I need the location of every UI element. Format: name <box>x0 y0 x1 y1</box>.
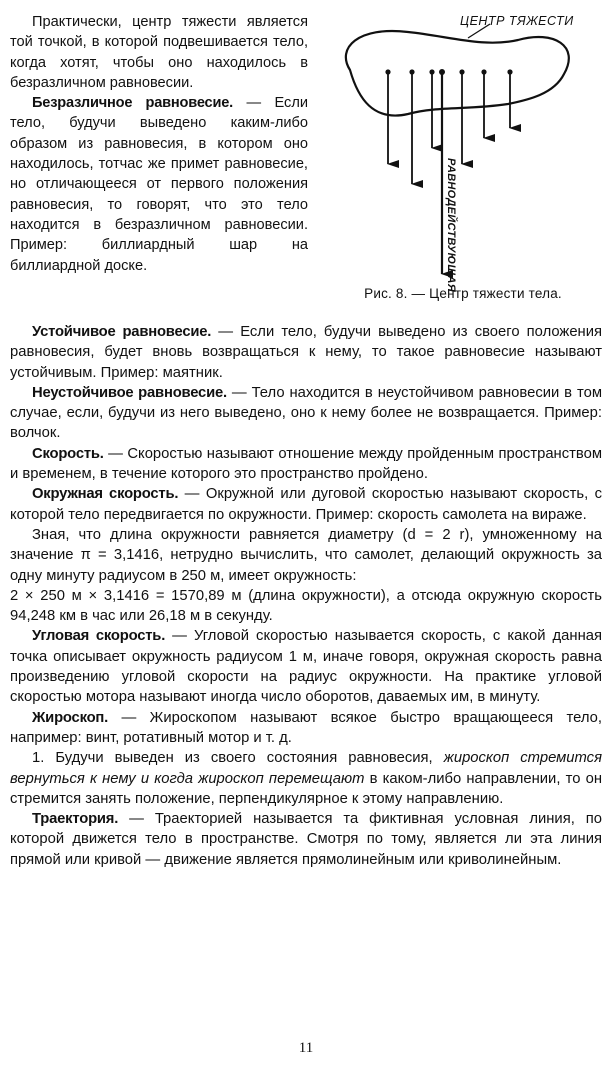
weight-point <box>459 69 464 74</box>
term-heading: Окружная скорость. <box>32 486 179 503</box>
main-text <box>10 322 602 870</box>
weight-point <box>409 69 414 74</box>
weight-point <box>481 69 486 74</box>
term-definition: — Скоростью называют отношение между пройденным пространством и временем, в течение которого это пространство пройдено. <box>10 445 602 483</box>
term-heading: Безразличное равновесие. <box>32 95 234 112</box>
term-definition: — Тело находится в неустойчивом равновесии в том случае, если, будучи из него выведено, оно к нему более не возвращается. Пример: волчок. <box>10 384 602 442</box>
body-outline <box>346 31 569 116</box>
label-resultant: РАВНОДЕЙСТВУЮЩАЯ <box>445 158 457 293</box>
term-definition: — Если тело, будучи выведено каким-либо образом из равновесия, в котором оно находилось, тотчас же примет равновесие, но отличающееся от первого положения равновесия, то говорят, что это тело находится в безразличном равновесии. Пример: биллиардный шар на биллиардной доске. <box>10 95 308 274</box>
paragraph-trajectory <box>10 809 602 870</box>
figure-caption: Рис. 8. — Центр тяжести тела. <box>364 286 562 301</box>
weight-point <box>429 69 434 74</box>
term-definition: — Траекторией называется та фиктивная условная линия, по которой движется тело в пространстве. Смотря по тому, является ли эта линия прямой или кривой — движение является прямолинейным или криволинейным. <box>10 811 602 868</box>
term-heading: Жироскоп. <box>32 709 109 726</box>
paragraph-circle-length: Зная, что длина окружности равняется диаметру (d = 2 r), умноженному на значение π = 3,1416, нетрудно вычислить, что самолет, делающий окружность за одну минуту радиусом в 250 м, имеет окружность: <box>10 526 602 584</box>
weight-point <box>507 69 512 74</box>
text-part: в каком-либо направлении, то он стремится занять положение, перпендикулярное к этому направлению. <box>10 770 602 807</box>
text-italic-part: жироскоп стремится вернуться к нему и когда жироскоп перемещают <box>10 750 602 787</box>
paragraph-velocity <box>10 444 602 485</box>
term-heading: Неустойчивое равновесие. <box>32 384 227 401</box>
paragraph-stable-equilibrium <box>10 322 602 383</box>
paragraph-gyroscope <box>10 708 602 749</box>
term-definition: — Если тело, будучи выведено из своего положения равновесия, будет вновь возвращаться к нему, то такое равновесие называют устойчивым. Пример: маятник. <box>10 324 603 381</box>
figure-8 <box>318 8 608 308</box>
paragraph-unstable-equilibrium <box>10 383 602 444</box>
term-definition: — Окружной или дуговой скоростью называют скорость, с которой тело передвигается по окружности. Пример: скорость самолета на вираже. <box>10 486 602 523</box>
paragraph-angular-velocity <box>10 626 602 707</box>
left-column <box>10 12 308 276</box>
term-heading: Угловая скорость. <box>32 628 166 645</box>
center-of-gravity-point <box>439 69 445 75</box>
weight-point <box>385 69 390 74</box>
paragraph-indifferent-equilibrium <box>10 93 308 276</box>
term-heading: Устойчивое равновесие. <box>32 324 212 340</box>
page-number: 11 <box>298 1040 314 1056</box>
term-heading: Траектория. <box>32 811 119 828</box>
center-of-gravity-diagram <box>318 8 608 293</box>
paragraph-formula: 2 × 250 м × 3,1416 = 1570,89 м (длина окружности), а отсюда окружную скорость 94,248 км в час или 26,18 м в секунду. <box>10 587 602 625</box>
paragraph-center-of-gravity: Практически, центр тяжести является той точкой, в которой подвешивается тело, когда хотят, чтобы оно находилось в безразличном равновесии. <box>10 14 308 91</box>
paragraph-circumferential-velocity <box>10 484 602 525</box>
term-heading: Скорость. <box>32 445 104 462</box>
label-center-of-gravity: ЦЕНТР ТЯЖЕСТИ <box>460 14 574 28</box>
text-part: 1. Будучи выведен из своего состояния равновесия, <box>32 750 444 767</box>
term-definition: — Угловой скоростью называется скорость, с какой данная точка описывает окружность радиусом 1 м, иначе говоря, окружная скорость равна произведению угловой скорости на радиус окружности. На практике угловой скоростью мотора называют иногда число оборотов, даваемых им, в минуту. <box>10 628 602 706</box>
paragraph-gyroscope-property <box>10 748 602 809</box>
term-definition: — Жироскопом называют всякое быстро вращающееся тело, например: винт, ротативный мотор и т. д. <box>10 709 602 746</box>
